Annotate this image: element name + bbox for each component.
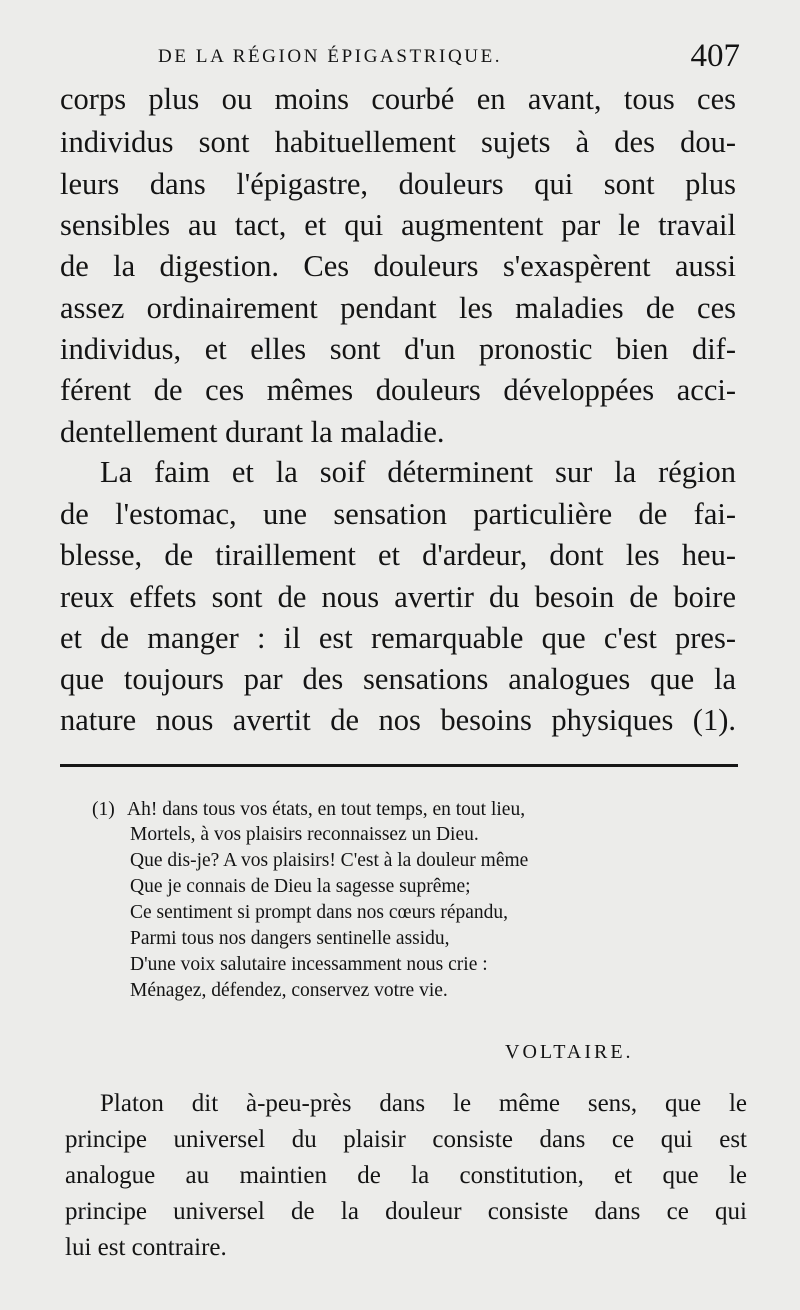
text-line: assez ordinairement pendant les maladies de ces — [60, 291, 736, 325]
verse-line: Ah! dans tous vos états, en tout temps, en tout lieu, — [127, 799, 526, 820]
text-line: et de manger : il est remarquable que c'est pres- — [60, 621, 736, 655]
text-line: lui est contraire. — [65, 1234, 227, 1261]
text-line: individus, et elles sont d'un pronostic bien dif- — [60, 332, 736, 366]
text-line: individus sont habituellement sujets à des dou- — [60, 125, 736, 159]
page-header — [150, 40, 740, 80]
text-line: de la digestion. Ces douleurs s'exaspèrent aussi — [60, 249, 736, 283]
text-line: de l'estomac, une sensation particulière de fai- — [60, 497, 736, 531]
verse-line: D'une voix salutaire incessamment nous crie : — [130, 954, 488, 975]
text-line: que toujours par des sensations analogues que la — [60, 662, 736, 696]
footnote-line — [92, 797, 525, 822]
verse-line: Que je connais de Dieu la sagesse suprême; — [130, 876, 471, 897]
text-line: analogue au maintien de la constitution, et que le — [65, 1162, 747, 1189]
text-line: dentellement durant la maladie. — [60, 415, 445, 449]
verse-line: Que dis-je? A vos plaisirs! C'est à la douleur même — [130, 850, 529, 871]
verse-line: Ce sentiment si prompt dans nos cœurs répandu, — [130, 902, 509, 923]
verse-line: Parmi tous nos dangers sentinelle assidu, — [130, 928, 450, 949]
verse-line: Mortels, à vos plaisirs reconnaissez un Dieu. — [130, 824, 479, 845]
text-line: férent de ces mêmes douleurs développées acci- — [60, 373, 736, 407]
text-line: sensibles au tact, et qui augmentent par le travail — [60, 208, 736, 242]
footnote-marker: (1) — [92, 799, 115, 820]
text-line: corps plus ou moins courbé en avant, tous ces — [60, 82, 736, 116]
text-line: nature nous avertit de nos besoins physiques (1). — [60, 703, 736, 737]
text-line: blesse, de tiraillement et d'ardeur, dont les heu- — [60, 538, 736, 572]
verse-line: Ménagez, défendez, conservez votre vie. — [130, 980, 448, 1001]
paragraph-first-line: La faim et la soif déterminent sur la région — [100, 455, 736, 489]
text-line: reux effets sont de nous avertir du besoin de boire — [60, 580, 736, 614]
running-title: DE LA RÉGION ÉPIGASTRIQUE. — [158, 46, 503, 67]
footnote-signature: VOLTAIRE. — [505, 1041, 634, 1063]
text-line: principe universel de la douleur consiste dans ce qui — [65, 1198, 747, 1225]
page-number: 407 — [690, 38, 740, 74]
footnote-rule — [60, 764, 738, 767]
text-line: principe universel du plaisir consiste dans ce qui est — [65, 1126, 747, 1153]
paragraph-first-line: Platon dit à-peu-près dans le même sens, que le — [100, 1090, 747, 1117]
text-line: leurs dans l'épigastre, douleurs qui sont plus — [60, 167, 736, 201]
